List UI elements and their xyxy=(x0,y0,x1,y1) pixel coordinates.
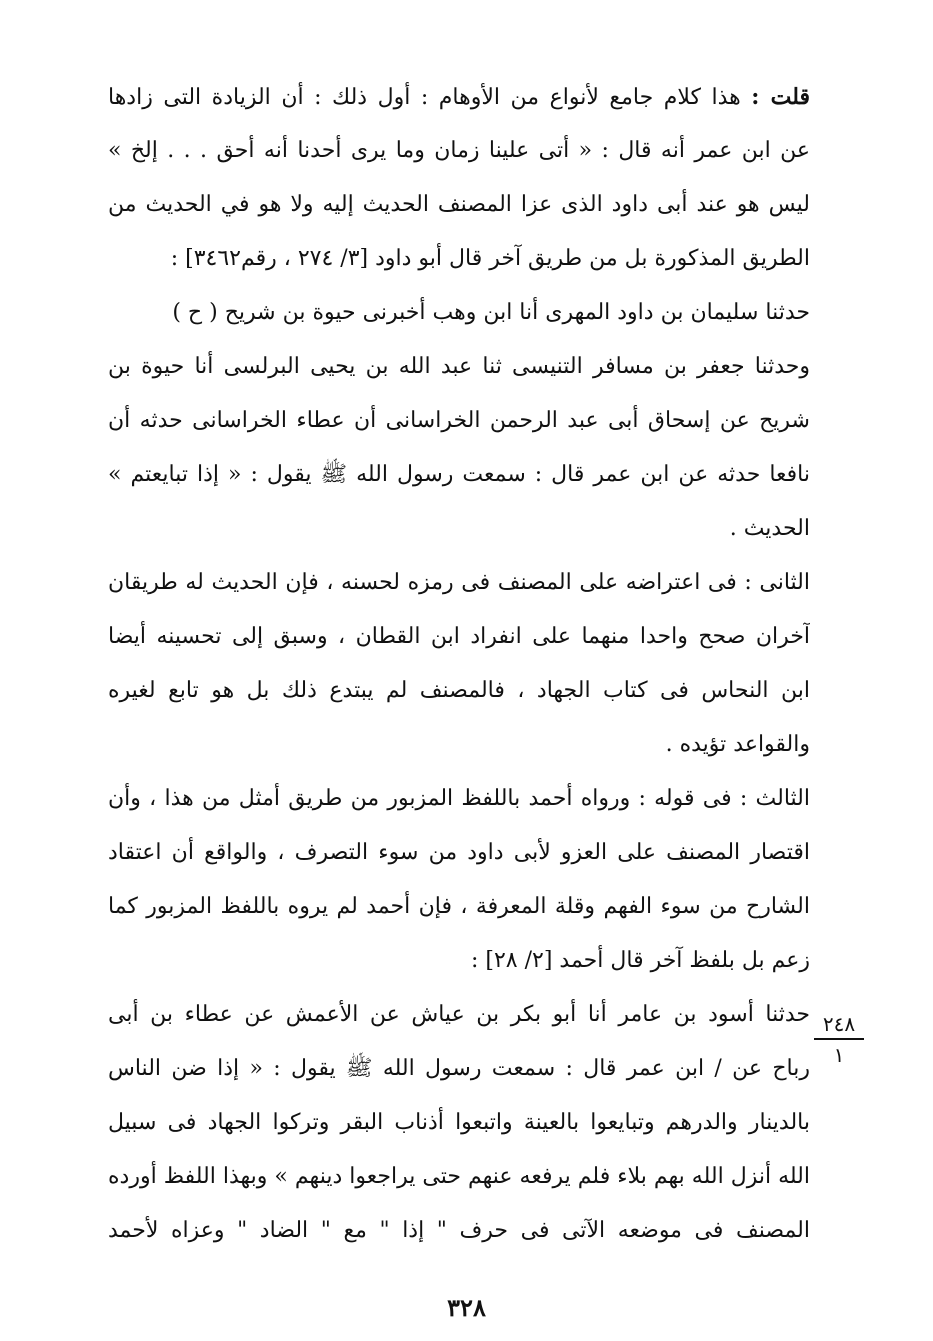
text-line: آخران صحح واحدا منهما على انفراد ابن القطان ، وسبق إلى تحسينه أيضا xyxy=(108,624,810,649)
text-line: وحدثنا جعفر بن مسافر التنيسى ثنا عبد الله بن يحيى البرلسى أنا حيوة بن xyxy=(108,354,810,379)
text-line: الثالث : فى قوله : ورواه أحمد باللفظ المزبور من طريق أمثل من هذا ، وأن xyxy=(108,786,810,811)
text-line: حدثنا أسود بن عامر أنا أبو بكر بن عياش عن الأعمش عن عطاء بن أبى xyxy=(108,1002,810,1027)
margin-folio-subnumber: ١ xyxy=(833,1043,845,1067)
text-line: شريح عن إسحاق أبى عبد الرحمن الخراسانى أن عطاء الخراسانى حدثه أن xyxy=(108,408,810,433)
text-line: الطريق المذكورة بل من طريق آخر قال أبو داود [٣/ ٢٧٤ ، رقم٣٤٦٢] : xyxy=(170,246,810,271)
paragraph-5 xyxy=(108,772,810,988)
paragraph-3 xyxy=(108,340,810,556)
paragraph-2 xyxy=(108,286,810,340)
text-line: ابن النحاس فى كتاب الجهاد ، فالمصنف لم يبتدع ذلك بل هو تابع لغيره xyxy=(108,678,810,703)
paragraph-1 xyxy=(108,70,810,286)
text-line: اقتصار المصنف على العزو لأبى داود من سوء التصرف ، والواقع أن اعتقاد xyxy=(108,840,810,865)
text-line: الثانى : فى اعتراضه على المصنف فى رمزه لحسنه ، فإن الحديث له طريقان xyxy=(108,570,810,595)
text-line: عن ابن عمر أنه قال : « أتى علينا زمان وما يرى أحدنا أنه أحق . . . إلخ » xyxy=(108,138,810,163)
paragraph-6 xyxy=(108,988,810,1258)
margin-folio-note xyxy=(814,1013,864,1066)
text-line: الله أنزل الله بهم بلاء فلم يرفعه عنهم حتى يراجعوا دينهم » وبهذا اللفظ أورده xyxy=(108,1164,810,1189)
text-line: رباح عن / ابن عمر قال : سمعت رسول الله ﷺ يقول : « إذا ضن الناس xyxy=(108,1056,810,1081)
text-line: الحديث . xyxy=(729,516,810,541)
text-line: بالدينار والدرهم وتبايعوا بالعينة واتبعوا أذناب البقر وتركوا الجهاد فى سبيل xyxy=(108,1110,810,1135)
paragraph-4 xyxy=(108,556,810,772)
paragraph-lead: قلت : xyxy=(751,84,810,110)
text-line: قلت : هذا كلام جامع لأنواع من الأوهام : أول ذلك : أن الزيادة التى زادها xyxy=(108,84,810,110)
text-line: حدثنا سليمان بن داود المهرى أنا ابن وهب أخبرنى حيوة بن شريح ( ح ) xyxy=(172,300,810,325)
text-line: المصنف فى موضعه الآتى فى حرف " إذا " مع " الضاد " وعزاه لأحمد xyxy=(108,1218,810,1243)
body-text xyxy=(108,70,810,1258)
margin-folio-number: ٢٤٨ xyxy=(814,1013,864,1040)
text-line: زعم بل بلفظ آخر قال أحمد [٢/ ٢٨] : xyxy=(470,948,810,973)
text-line: ليس هو عند أبى داود الذى عزا المصنف الحديث إليه ولا هو في الحديث من xyxy=(108,192,810,217)
text-line: نافعا حدثه عن ابن عمر قال : سمعت رسول الله ﷺ يقول : « إذا تبايعتم » xyxy=(108,462,810,487)
page-number: ٣٢٨ xyxy=(447,1293,486,1322)
text-line: الشارح من سوء الفهم وقلة المعرفة ، فإن أحمد لم يروه باللفظ المزبور كما xyxy=(108,894,810,919)
text-line: والقواعد تؤيده . xyxy=(665,732,810,757)
